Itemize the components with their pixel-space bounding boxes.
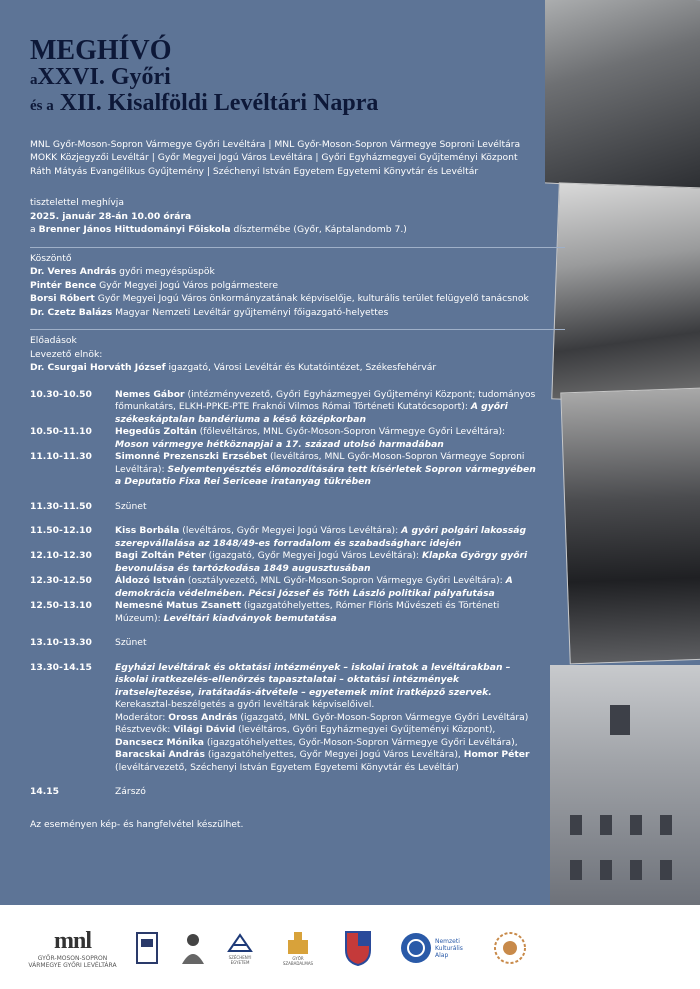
recording-note: Az eseményen kép- és hangfelvétel készülhet.: [30, 818, 244, 830]
invitation-details: tisztelettel meghívja 2025. január 28-án 10.00 órára a Brenner János Hittudományi Főiskola dísztermébe (Győr, Káptalandomb 7.): [30, 196, 540, 237]
section-heading: Köszöntő: [30, 252, 72, 264]
organizer-list: [30, 138, 540, 179]
greeting-section: [30, 247, 565, 320]
subtitle-line2: és a XII. Kisalföldi Levéltári Napra: [30, 89, 379, 116]
program-row-pause: 13.10-13.30 Szünet: [30, 637, 147, 649]
ornament-logo: [492, 927, 528, 969]
program-row: 11.50-12.10 Kiss Borbála (levéltáros, Győr Megyei Jogú Város Levéltára): A győri polgári lakosság szerepvállalása az 1848/49-es forradalom és szabadságharc idején: [30, 525, 527, 549]
chair-item: Dr. Csurgai Horváth József igazgató, Városi Levéltár és Kutatóintézet, Székesfehérvár: [30, 362, 437, 374]
organizer-line: Ráth Mátyás Evangélikus Gyűjtemény | Széchenyi István Egyetem Egyetemi Könyvtár és Levéltár: [30, 165, 479, 177]
program-row: 12.10-12.30 Bagi Zoltán Péter (igazgató, Győr Megyei Jogú Város Levéltára): Klapka György győri bevonulása és tartózkodása 1849 augusztusában: [30, 550, 528, 574]
logo-bar: [0, 905, 700, 989]
photo-nuns: [545, 0, 700, 192]
program-row: 12.50-13.10 Nemesné Matus Zsanett (igazgatóhelyettes, Rómer Flóris Művészeti és Történeti Múzeum): Levéltári kiadványok bemutatása: [30, 600, 500, 624]
organizer-line: MNL Győr-Moson-Sopron Vármegye Győri Levéltára | MNL Győr-Moson-Sopron Vármegye Soproni Levéltára: [30, 138, 521, 150]
evangelical-logo: [178, 927, 208, 969]
event-place: a Brenner János Hittudományi Főiskola dísztermébe (Győr, Káptalandomb 7.): [30, 224, 407, 236]
szechenyi-logo: SZÉCHENYI EGYETEM: [222, 927, 258, 969]
program-row: 10.50-11.10 Hegedűs Zoltán (főlevéltáros, MNL Győr-Moson-Sopron Vármegye Győri Levéltára): Moson vármegye hétköznapjai a 17. század utolsó harmadában: [30, 426, 506, 450]
program-row-roundtable: 13.30-14.15 Egyházi levéltárak és oktatási intézmények – iskolai iratok a levéltárakban – iskolai iratkezelés-ellenőrzés tapasztalatai – oktatási intézmények iratselejtezése, iratátadás-átvétele – egyetemek mint iratképző szervek. Kerekasztal-beszélgetés a győri levéltárak képviselőivel. Moderátor: Oross András (igazgató, MNL Győr-Moson-Sopron Vármegye Győri Levéltára) Résztvevők: Világi Dávid (levéltáros, Győri Egyházmegyei Gyűjteményi Központ), Dancsecz Mónika (igazgatóhelyettes, Győr-Moson-Sopron Vármegye Győri Levéltára), Baracskai András (igazgatóhelyettes, Győr Megyei Jogú Város Levéltára), Homor Péter (levéltárvezető, Széchenyi István Egyetem Egyetemi Könyvtár és Levéltár): [30, 661, 530, 773]
program-row-pause: 14.15 Zárszó: [30, 786, 146, 798]
speaker-item: Dr. Veres András győri megyéspüspök: [30, 266, 215, 278]
speaker-item: Pintér Bence Győr Megyei Jogú Város polgármestere: [30, 279, 278, 291]
gyor-city-logo: GYŐR SZABADALMAS: [280, 927, 316, 969]
nka-logo: Nemzeti Kulturális Alap: [400, 927, 470, 969]
program-row-pause: 11.30-11.50 Szünet: [30, 500, 147, 512]
event-date: 2025. január 28-án 10.00 órára: [30, 210, 192, 222]
photo-collage: [545, 0, 700, 905]
mnl-logo: mnl GYŐR-MOSON-SOPRON VÁRMEGYE GYŐRI LEVÉLTÁRA: [28, 927, 117, 969]
program-row: 11.10-11.30 Simonné Prezenszki Erzsébet (levéltáros, MNL Győr-Moson-Sopron Vármegye Soproni Levéltára): Selyemtenyésztés előmozdítására tett kísérletek Sopron vármegyében a Deputatio Fixa Rei Sericeae iratanyag tükrében: [30, 451, 536, 488]
lectures-section: Előadások Levezető elnök: Dr. Csurgai Horváth József igazgató, Városi Levéltár és Kutatóintézet, Székesfehérvár: [30, 329, 565, 375]
mokk-logo: [135, 927, 159, 969]
program-row: 12.30-12.50 Áldozó István (osztályvezető, MNL Győr-Moson-Sopron Vármegye Győri Levéltára): A demokrácia védelmében. Pécsi József és Tóth László politikai pályafutása: [30, 575, 513, 599]
subtitle-line1: aXXVI. Győri: [30, 64, 171, 91]
photo-building: [550, 665, 700, 905]
page-title: MEGHÍVÓ: [30, 35, 172, 66]
program-row: 10.30-10.50 Nemes Gábor (intézményvezető, Győri Egyházmegyei Gyűjteményi Központ; tudományos főmunkatárs, ELKH-PPKE-PTE Fraknói Vilmos Római Történeti Kutatócsoport): A győri székeskáptalan bandériuma a késő középkorban: [30, 388, 536, 425]
organizer-line: MOKK Közjegyzői Levéltár | Győr Megyei Jogú Város Levéltára | Győri Egyházmegyei Gyűjteményi Központ: [30, 152, 518, 164]
county-coat-of-arms: [342, 927, 374, 969]
photo-class-group: [551, 182, 700, 404]
speaker-item: Borsi Róbert Győr Megyei Jogú Város önkormányzatának képviselője, kulturális terület felügyelő tanácsnok: [30, 293, 529, 305]
speaker-item: Dr. Czetz Balázs Magyar Nemzeti Levéltár gyűjteményi főigazgató-helyettes: [30, 306, 389, 318]
invitation-content: [30, 36, 540, 830]
photo-schoolgirls: [560, 388, 700, 665]
program-list: [30, 389, 540, 799]
section-heading: Előadások: [30, 335, 77, 347]
